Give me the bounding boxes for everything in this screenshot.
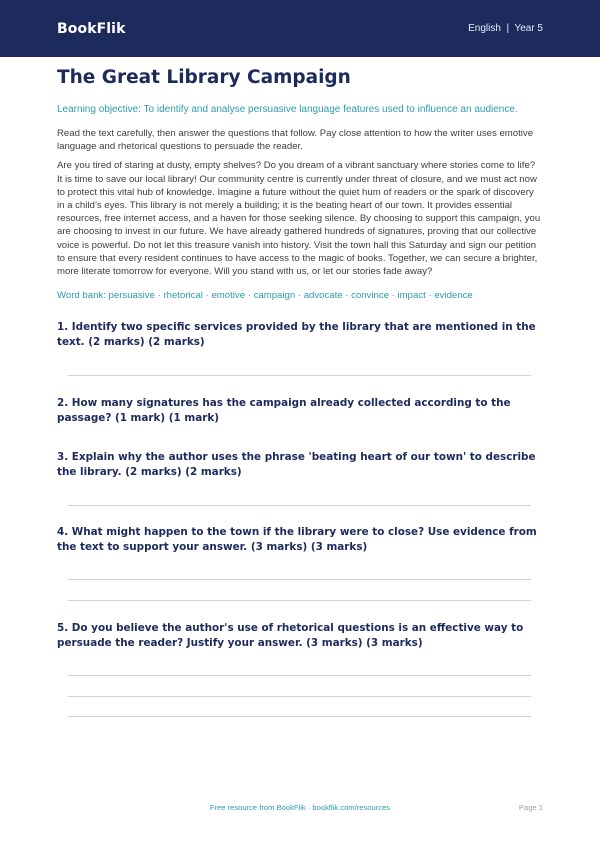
answer-line[interactable] [68, 600, 531, 601]
question-text: 5. Do you believe the author's use of rhetorical questions is an effective way to persuade the reader? Justify your answer. (3 marks) (3 marks) [57, 622, 524, 649]
page-footer [0, 800, 600, 814]
question-4 [57, 525, 543, 601]
question-text: 2. How many signatures has the campaign already collected according to the passage? (1 mark) (1 mark) [57, 397, 511, 424]
subject-year-label: English | Year 5 [468, 23, 543, 34]
answer-line[interactable] [68, 675, 531, 676]
footer-credit[interactable]: Free resource from BookFlik · bookflik.com/resources [209, 803, 391, 812]
worksheet-content [57, 57, 543, 717]
brand-logo: BookFlik [57, 20, 126, 37]
answer-line[interactable] [68, 375, 531, 376]
question-5 [57, 621, 543, 717]
learning-objective: Learning objective: To identify and analyse persuasive language features used to influence an audience. [57, 104, 518, 115]
question-2 [57, 396, 543, 425]
question-text: 1. Identify two specific services provided by the library that are mentioned in the text. (2 marks) (2 marks) [57, 321, 536, 348]
word-bank: Word bank: persuasive · rhetorical · emotive · campaign · advocate · convince · impact · evidence [57, 290, 473, 302]
reading-passage: Are you tired of staring at dusty, empty shelves? Do you dream of a vibrant sanctuary where stories come to life? It is time to save our local library! Our community centre is currently under threat of closure, and we must act now to protect this vital hub of knowledge. Imagine a future without the quiet hum of readers or the spark of discovery in a child’s eyes. This library is not merely a building; it is the beating heart of our town. It provides essential resources, free internet access, and a haven for those seeking silence. By choosing to support this campaign, you are choosing to invest in our future. We have already gathered hundreds of signatures, proving that our collective voice is powerful. Do not let this treasure vanish into history. Visit the town hall this Saturday and sign our petition to ensure that every resident continues to have access to the magic of books. Together, we can secure a brighter, more literate tomorrow for everyone. Will you stand with us, or let our stories fade away? [57, 160, 541, 278]
question-text: 3. Explain why the author uses the phrase 'beating heart of our town' to describe the library. (2 marks) (2 marks) [57, 451, 536, 478]
page-header [0, 0, 600, 57]
question-3 [57, 450, 543, 506]
answer-line[interactable] [68, 505, 531, 506]
instructions: Read the text carefully, then answer the questions that follow. Pay close attention to how the writer uses emotive language and rhetorical questions to persuade the reader. [57, 128, 534, 153]
answer-line[interactable] [68, 579, 531, 580]
answer-line[interactable] [68, 716, 531, 717]
page-title: The Great Library Campaign [57, 67, 351, 88]
answer-line[interactable] [68, 696, 531, 697]
question-1 [57, 320, 543, 376]
question-text: 4. What might happen to the town if the library were to close? Use evidence from the text to support your answer. (3 marks) (3 marks) [57, 526, 537, 553]
page-number: Page 1 [518, 803, 543, 812]
